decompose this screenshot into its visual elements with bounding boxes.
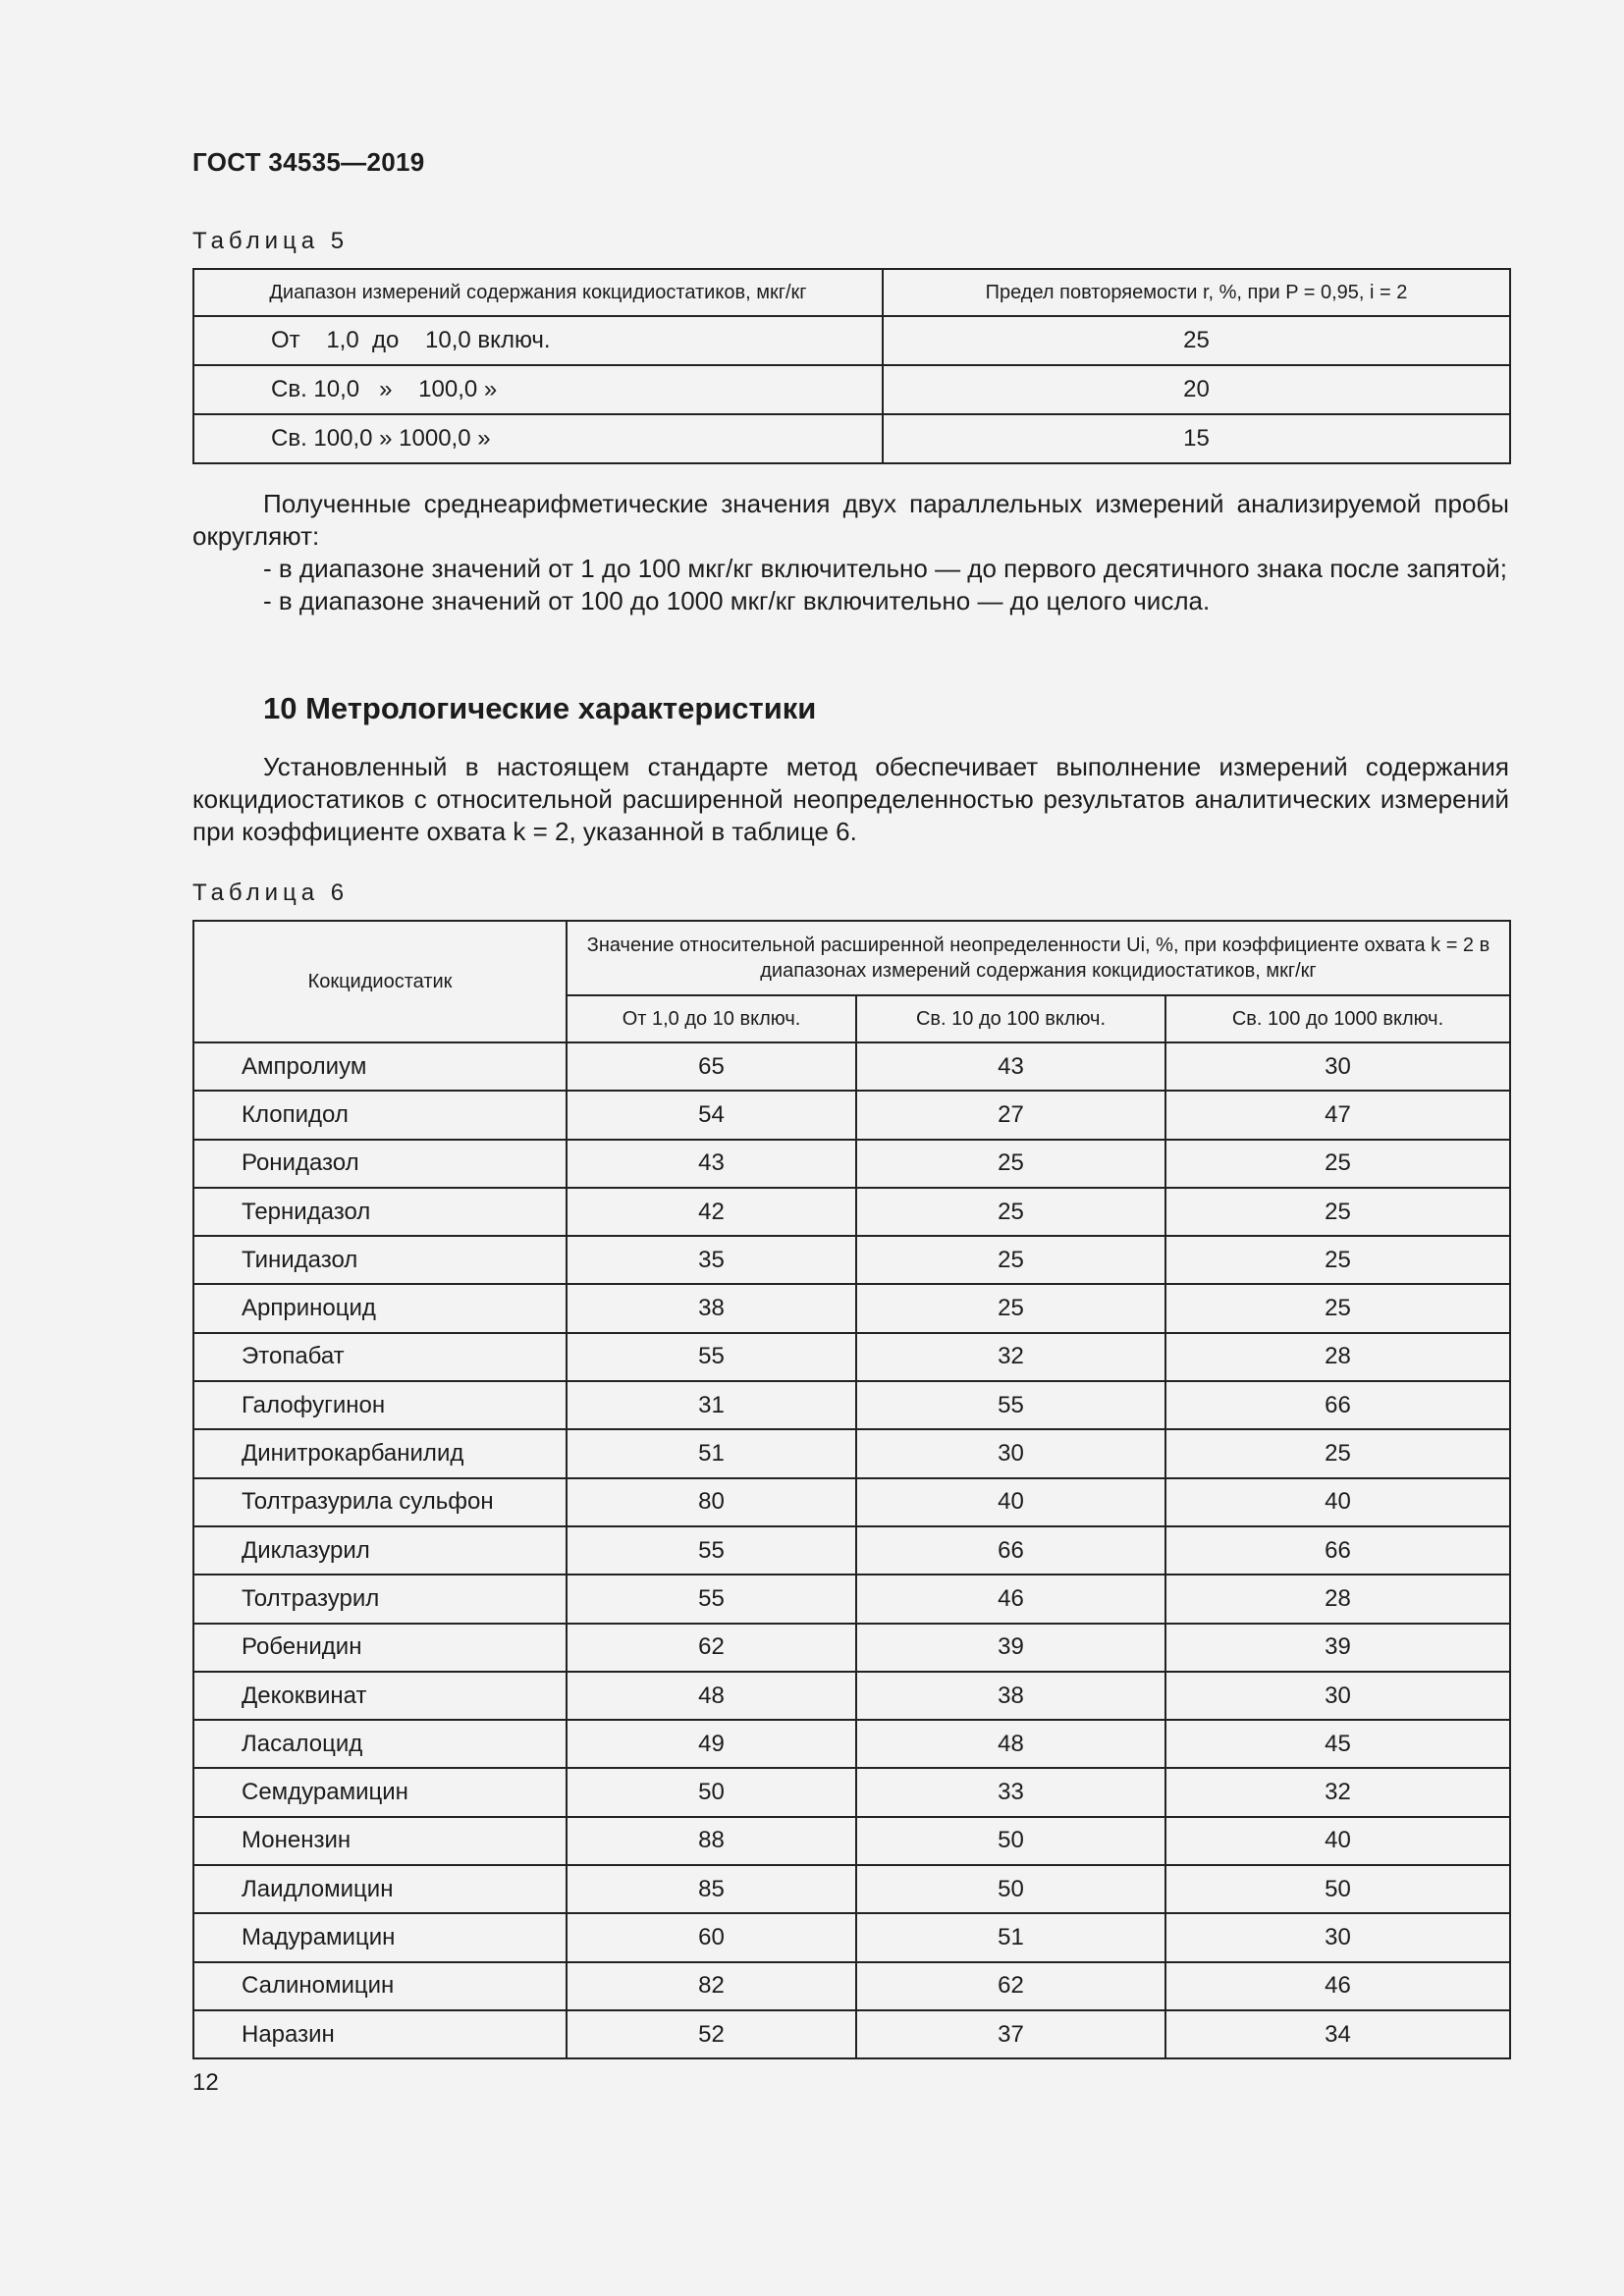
table6-row	[193, 1672, 1510, 1720]
table6-caption: Таблица 6	[192, 880, 350, 906]
table6-value-cell: 25	[1165, 1188, 1510, 1236]
table5-col-range: Диапазон измерений содержания кокцидиостатиков, мкг/кг	[193, 269, 883, 316]
table6-name-cell: Арприноцид	[193, 1284, 567, 1332]
table5-header-row	[193, 269, 1510, 316]
table6-row	[193, 1042, 1510, 1091]
table6-value-cell: 25	[1165, 1140, 1510, 1188]
table6-row	[193, 2010, 1510, 2058]
table6-row	[193, 1140, 1510, 1188]
table6-value-cell: 55	[856, 1381, 1165, 1429]
table6-value-cell: 55	[567, 1333, 856, 1381]
table6-value-cell: 25	[1165, 1236, 1510, 1284]
table6-name-cell: Ампролиум	[193, 1042, 567, 1091]
table6-sub-range-1: От 1,0 до 10 включ.	[567, 995, 856, 1042]
table6-value-cell: 66	[1165, 1526, 1510, 1575]
table6-value-cell: 85	[567, 1865, 856, 1913]
table6-value-cell: 28	[1165, 1575, 1510, 1623]
table6-name-cell: Клопидол	[193, 1091, 567, 1139]
table6-value-cell: 62	[856, 1962, 1165, 2010]
table6-row	[193, 1575, 1510, 1623]
table6-value-cell: 25	[1165, 1429, 1510, 1477]
rounding-rule-2: - в диапазоне значений от 100 до 1000 мкг/кг включительно — до целого числа.	[263, 586, 1211, 615]
table6-value-cell: 49	[567, 1720, 856, 1768]
table6-value-cell: 30	[1165, 1672, 1510, 1720]
table6-value-cell: 43	[567, 1140, 856, 1188]
table5-value-cell: 20	[883, 365, 1510, 414]
table6-value-cell: 30	[856, 1429, 1165, 1477]
table6-row	[193, 1913, 1510, 1961]
table6-value-cell: 88	[567, 1817, 856, 1865]
table6-sub-range-2: Св. 10 до 100 включ.	[856, 995, 1165, 1042]
table6-name-cell: Ласалоцид	[193, 1720, 567, 1768]
table5-range-cell: Св. 10,0 » 100,0 »	[193, 365, 883, 414]
rounding-rule-1: - в диапазоне значений от 1 до 100 мкг/кг включительно — до первого десятичного знака после запятой;	[263, 554, 1507, 583]
table6-value-cell: 66	[856, 1526, 1165, 1575]
table6-row	[193, 1429, 1510, 1477]
table6-value-cell: 39	[856, 1624, 1165, 1672]
table6-value-cell: 30	[1165, 1913, 1510, 1961]
metrology-text: Установленный в настоящем стандарте метод обеспечивает выполнение измерений содержания кокцидиостатиков с относительной расширенной неопределенностью результатов аналитических измерений при коэффициенте охвата k = 2, указанной в таблице 6.	[192, 752, 1509, 846]
table6-value-cell: 50	[856, 1817, 1165, 1865]
table6-row	[193, 1962, 1510, 2010]
table6-row	[193, 1624, 1510, 1672]
table6-value-cell: 39	[1165, 1624, 1510, 1672]
table5-row	[193, 414, 1510, 463]
table6	[192, 920, 1511, 2059]
table6-name-cell: Тинидазол	[193, 1236, 567, 1284]
table6-value-cell: 51	[856, 1913, 1165, 1961]
table6-row	[193, 1333, 1510, 1381]
table6-value-cell: 27	[856, 1091, 1165, 1139]
table5-caption: Таблица 5	[192, 228, 350, 254]
table6-value-cell: 48	[856, 1720, 1165, 1768]
table6-row	[193, 1091, 1510, 1139]
table6-row	[193, 1526, 1510, 1575]
table6-value-cell: 66	[1165, 1381, 1510, 1429]
metrology-paragraph	[192, 751, 1509, 848]
table6-value-cell: 50	[1165, 1865, 1510, 1913]
table6-row	[193, 1768, 1510, 1816]
table6-value-cell: 42	[567, 1188, 856, 1236]
table6-name-cell: Семдурамицин	[193, 1768, 567, 1816]
page-number: 12	[192, 2069, 219, 2096]
table6-value-cell: 65	[567, 1042, 856, 1091]
table6-name-cell: Наразин	[193, 2010, 567, 2058]
table6-name-cell: Этопабат	[193, 1333, 567, 1381]
table6-value-cell: 32	[856, 1333, 1165, 1381]
table6-value-cell: 55	[567, 1575, 856, 1623]
table6-value-cell: 34	[1165, 2010, 1510, 2058]
table6-value-cell: 31	[567, 1381, 856, 1429]
table6-value-cell: 25	[856, 1140, 1165, 1188]
table6-value-cell: 35	[567, 1236, 856, 1284]
table6-value-cell: 47	[1165, 1091, 1510, 1139]
table5-row	[193, 316, 1510, 365]
table6-row	[193, 1720, 1510, 1768]
table6-value-cell: 55	[567, 1526, 856, 1575]
table6-value-cell: 32	[1165, 1768, 1510, 1816]
table6-name-cell: Динитрокарбанилид	[193, 1429, 567, 1477]
table5-range-cell: От 1,0 до 10,0 включ.	[193, 316, 883, 365]
table6-value-cell: 43	[856, 1042, 1165, 1091]
table6-sub-range-3: Св. 100 до 1000 включ.	[1165, 995, 1510, 1042]
table6-row	[193, 1478, 1510, 1526]
table6-value-cell: 33	[856, 1768, 1165, 1816]
table6-name-cell: Монензин	[193, 1817, 567, 1865]
table6-name-cell: Лаидломицин	[193, 1865, 567, 1913]
table6-value-cell: 38	[567, 1284, 856, 1332]
table6-header-row-1	[193, 921, 1510, 995]
table5-range-cell: Св. 100,0 » 1000,0 »	[193, 414, 883, 463]
table6-row	[193, 1865, 1510, 1913]
table6-group-header: Значение относительной расширенной неопределенности Ui, %, при коэффициенте охвата k = 2 в диапазонах измерений содержания кокцидиостатиков, мкг/кг	[567, 921, 1510, 995]
table6-name-cell: Декоквинат	[193, 1672, 567, 1720]
table5-value-cell: 15	[883, 414, 1510, 463]
table5	[192, 268, 1511, 464]
table6-value-cell: 38	[856, 1672, 1165, 1720]
table6-row	[193, 1236, 1510, 1284]
table6-col-name: Кокцидиостатик	[193, 921, 567, 1042]
table6-row	[193, 1381, 1510, 1429]
table6-value-cell: 51	[567, 1429, 856, 1477]
table6-value-cell: 54	[567, 1091, 856, 1139]
rounding-intro: Полученные среднеарифметические значения двух параллельных измерений анализируемой пробы округляют:	[192, 489, 1509, 551]
table6-value-cell: 50	[567, 1768, 856, 1816]
document-header: ГОСТ 34535—2019	[192, 147, 425, 177]
table6-value-cell: 25	[856, 1284, 1165, 1332]
table6-value-cell: 60	[567, 1913, 856, 1961]
table6-row	[193, 1284, 1510, 1332]
table6-value-cell: 25	[856, 1188, 1165, 1236]
table5-row	[193, 365, 1510, 414]
table6-row	[193, 1188, 1510, 1236]
table6-value-cell: 62	[567, 1624, 856, 1672]
table6-value-cell: 46	[856, 1575, 1165, 1623]
table6-name-cell: Тернидазол	[193, 1188, 567, 1236]
table6-name-cell: Толтразурил	[193, 1575, 567, 1623]
section-title: 10 Метрологические характеристики	[263, 691, 817, 725]
table6-value-cell: 40	[1165, 1817, 1510, 1865]
table6-name-cell: Робенидин	[193, 1624, 567, 1672]
table6-name-cell: Ронидазол	[193, 1140, 567, 1188]
table6-value-cell: 25	[1165, 1284, 1510, 1332]
table6-name-cell: Мадурамицин	[193, 1913, 567, 1961]
table6-value-cell: 40	[856, 1478, 1165, 1526]
table6-value-cell: 46	[1165, 1962, 1510, 2010]
table6-row	[193, 1817, 1510, 1865]
table5-value-cell: 25	[883, 316, 1510, 365]
table6-value-cell: 28	[1165, 1333, 1510, 1381]
table6-value-cell: 50	[856, 1865, 1165, 1913]
table6-value-cell: 40	[1165, 1478, 1510, 1526]
table6-name-cell: Диклазурил	[193, 1526, 567, 1575]
table6-value-cell: 52	[567, 2010, 856, 2058]
rounding-paragraph	[192, 488, 1509, 617]
table6-value-cell: 80	[567, 1478, 856, 1526]
table6-name-cell: Толтразурила сульфон	[193, 1478, 567, 1526]
table6-value-cell: 45	[1165, 1720, 1510, 1768]
table6-value-cell: 30	[1165, 1042, 1510, 1091]
table6-name-cell: Галофугинон	[193, 1381, 567, 1429]
table6-value-cell: 48	[567, 1672, 856, 1720]
table6-value-cell: 25	[856, 1236, 1165, 1284]
table6-value-cell: 37	[856, 2010, 1165, 2058]
table6-name-cell: Салиномицин	[193, 1962, 567, 2010]
table6-value-cell: 82	[567, 1962, 856, 2010]
table5-col-limit: Предел повторяемости r, %, при P = 0,95, i = 2	[883, 269, 1510, 316]
